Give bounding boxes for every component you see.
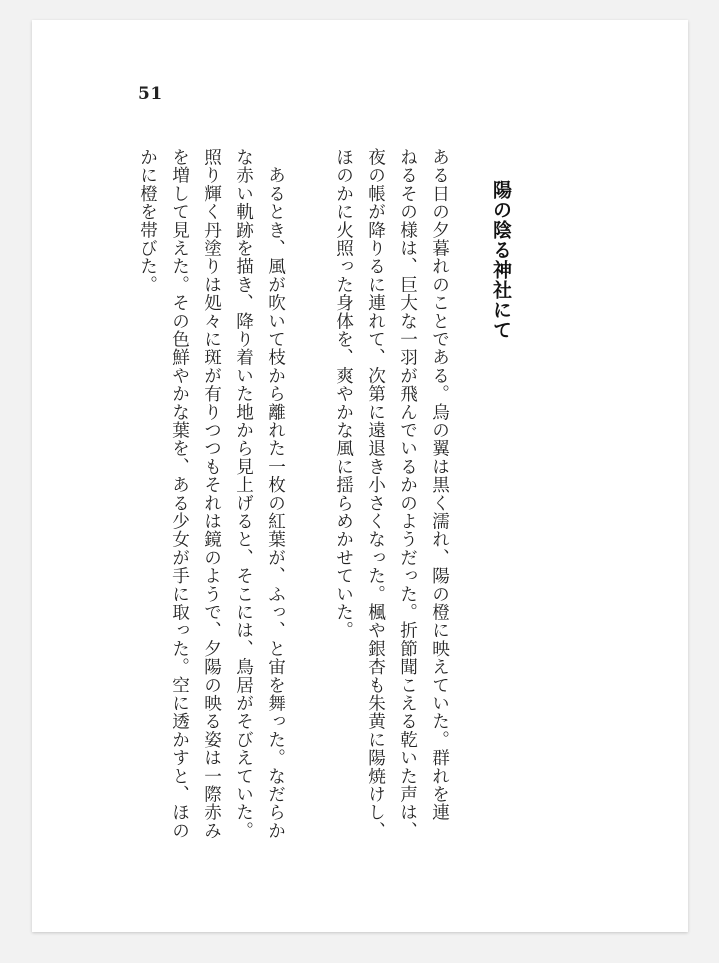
text-column: 照り輝く丹塗りは処々に斑が有りつつもそれは鏡のようで、夕陽の映る姿は一際赤み — [201, 148, 222, 840]
text-column: を増して見えた。その色鮮やかな葉を、ある少女が手に取った。空に透かすと、ほの — [169, 148, 190, 840]
text-column: 夜の帳が降りるに連れて、次第に遠退き小さくなった。楓や銀杏も朱黄に陽焼けし、 — [365, 148, 386, 840]
page-number: 51 — [138, 84, 163, 104]
book-page — [32, 20, 688, 932]
text-column: な赤い軌跡を描き、降り着いた地から見上げると、そこには、鳥居がそびえていた。 — [233, 148, 254, 840]
text-column: ある日の夕暮れのことである。烏の翼は黒く濡れ、陽の橙に映えていた。群れを連 — [429, 148, 450, 822]
text-column: ねるその様は、巨大な一羽が飛んでいるかのようだった。折節聞こえる乾いた声は、 — [397, 148, 418, 840]
text-column: ほのかに火照った身体を、爽やかな風に揺らめかせていた。 — [333, 148, 354, 640]
text-column: あるとき、風が吹いて枝から離れた一枚の紅葉が、ふっ、と宙を舞った。なだらか — [265, 148, 286, 840]
chapter-title: 陽の陰る神社にて — [490, 180, 512, 340]
text-column: かに橙を帯びた。 — [137, 148, 158, 294]
